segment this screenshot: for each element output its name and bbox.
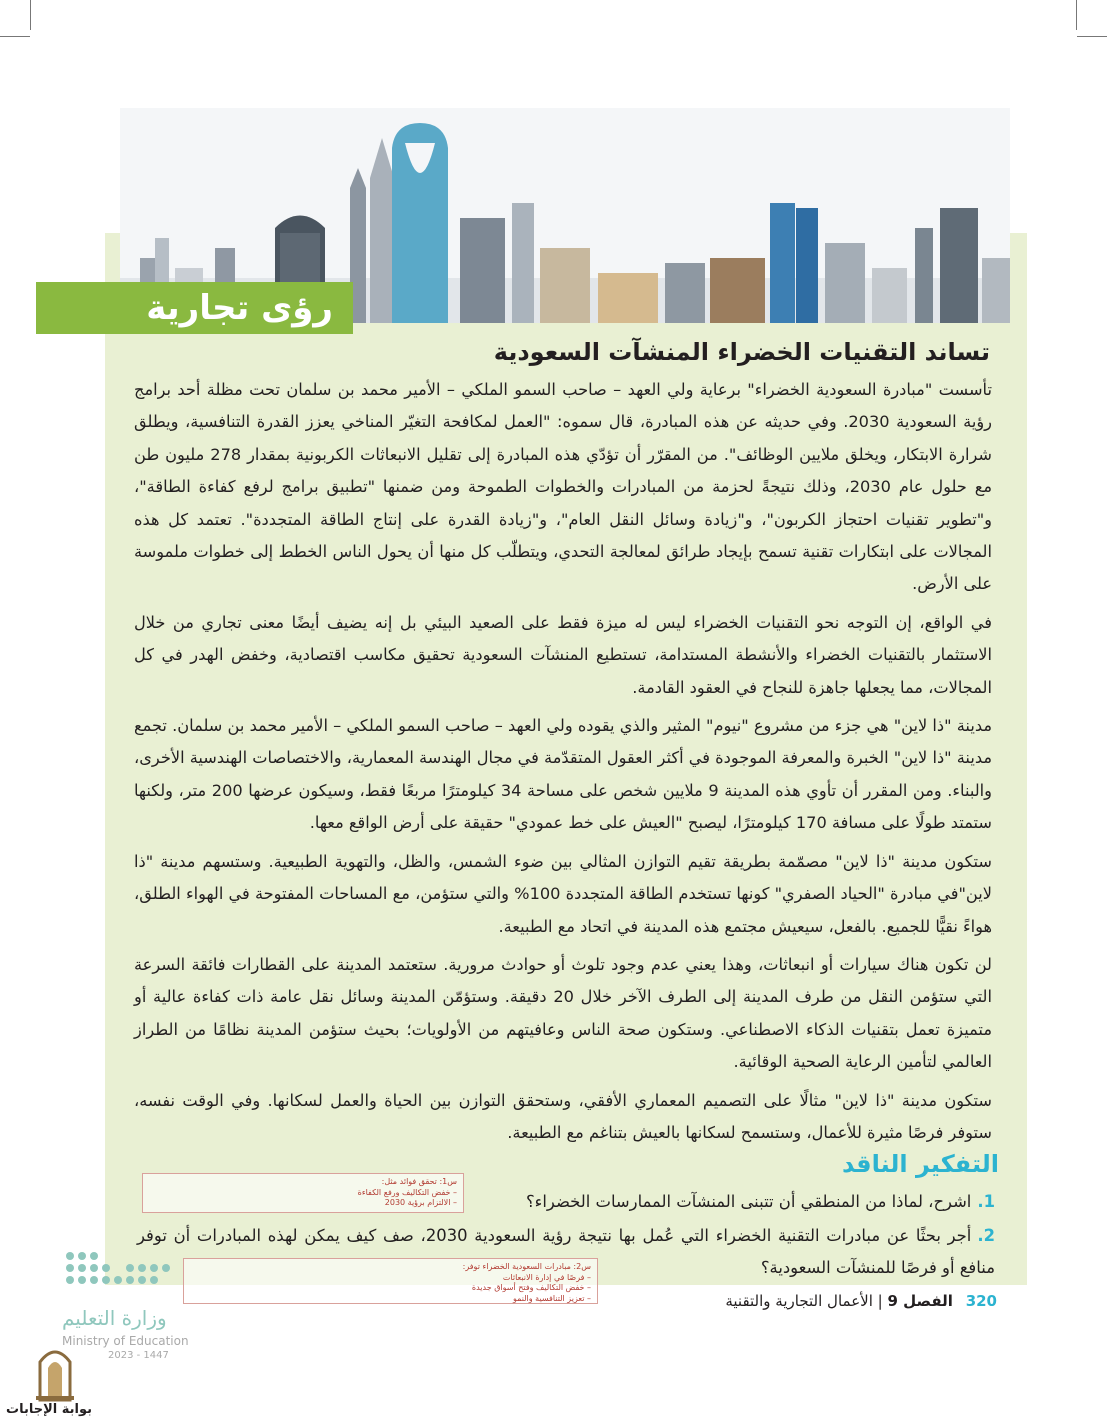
ministry-english: Ministry of Education [62,1334,189,1348]
paragraph: ستكون مدينة "ذا لاين" مصمّمة بطريقة تقيم التوازن المثالي بين ضوء الشمس، والظل، والتهوية الطبيعية. وستسهم مدينة "ذا لاين"في مبادرة "الحياد الصفري" كونها تستخدم الطاقة المتجددة 100% والتي ستؤمن، مع المساحات المفتوحة في الهواء الطلق، هواءً نقيًّا للجميع. بالفعل، سيعيش مجتمع هذه المدينة في اتحاد مع الطبيعة. [134,851,992,936]
paragraph: مدينة "ذا لاين" هي جزء من مشروع "نيوم" المثير والذي يقوده ولي العهد – صاحب السمو الملكي – الأمير محمد بن سلمان. تجمع مدينة "ذا لاين" الخبرة والمعرفة الموجودة في أكثر العقول المتقدّمة في مجال الهندسة المعمارية، والاختصاصات الهندسية الأخرى، والبناء. ومن المقرر أن تأوي هذه المدينة 9 ملايين شخص على مساحة 34 كيلومترًا مربعًا فقط، وسيكون عرضها 200 متر، ولكنها ستمتد طولًا على مسافة 170 كيلومترًا، ليصبح "العيش على خط عمودي" حقيقة على أرض الواقع معها. [134,716,992,833]
article-body [134,374,992,1155]
note-line: – فرصًا في إدارة الانبعاثات [502,1272,591,1282]
watermark-label: بوابة الإجابات [6,1402,92,1417]
question-text: اشرح، لماذا من المنطقي أن تتبنى المنشآت الممارسات الخضراء؟ [525,1192,972,1211]
page-footer [725,1292,997,1310]
banner-label: رؤى تجارية [146,288,333,328]
article-title: تساند التقنيات الخضراء المنشآت السعودية [493,338,990,366]
paragraph: لن تكون هناك سيارات أو انبعاثات، وهذا يعني عدم وجود تلوث أو حوادث مرورية. ستعتمد المدينة على القطارات فائقة السرعة التي ستؤمن النقل من طرف المدينة إلى الطرف الآخر خلال 20 دقيقة. وستؤمّن المدينة وسائل نقل عامة ذات كفاءة عالية أو متميزة تعمل بتقنيات الذكاء الاصطناعي. وستكون صحة الناس وعافيتهم من الأولويات؛ بحيث ستؤمن المدينة نظامًا من الطراز العالمي لتأمين الرعاية الصحية الوقائية. [134,954,992,1072]
ministry-dots-icon [60,1248,200,1303]
watermark-logo [0,1340,110,1427]
ministry-year: 2023 - 1447 [108,1350,169,1361]
page-number: 320 [965,1292,997,1310]
critical-thinking-heading: التفكير الناقد [842,1150,999,1178]
note-line: – خفض التكاليف ورفع الكفاءة [357,1187,457,1197]
note-line: – الالتزام برؤية 2030 [384,1198,457,1207]
crop-mark [0,36,30,67]
gate-icon [0,1340,110,1402]
footer-separator: | [877,1292,883,1310]
crop-mark [1077,36,1107,67]
subject-label: الأعمال التجارية والتقنية [725,1292,873,1310]
ministry-arabic: وزارة التعليم [62,1306,167,1330]
crop-mark [30,0,61,30]
crop-mark [1076,0,1107,30]
answer-note-1 [142,1173,464,1213]
paragraph: في الواقع، إن التوجه نحو التقنيات الخضراء ليس له ميزة فقط على الصعيد البيئي بل إنه يضيف أيضًا معنى تجاري من خلال الاستثمار بالتقنيات الخضراء والأنشطة المستدامة، تستطيع المنشآت السعودية تحقيق مكاسب اقتصادية، وخفض الهدر في كل المجالات، مما يجعلها جاهزة للنجاح في العقود القادمة. [134,612,992,697]
note-line: – تعزيز التنافسية والنمو [512,1293,591,1303]
chapter-label: الفصل 9 [887,1292,953,1310]
note-line: – خفض التكاليف وفتح أسواق جديدة [471,1283,591,1292]
note-line: س1: تحقق فوائد مثل: [381,1177,457,1186]
answer-note-2 [183,1258,598,1304]
note-line: س2: مبادرات السعودية الخضراء توفر: [462,1262,591,1271]
paragraph: ستكون مدينة "ذا لاين" مثالًا على التصميم المعماري الأفقي، وستحقق التوازن بين الحياة والعمل لسكانها. وفي الوقت نفسه، ستوفر فرصًا مثيرة للأعمال، وستسمح لسكانها بالعيش بتناغم مع الطبيعة. [134,1090,992,1142]
paragraph: تأسست "مبادرة السعودية الخضراء" برعاية ولي العهد – صاحب السمو الملكي – الأمير محمد بن سلمان تحت مظلة أحد برامج رؤية السعودية 2030. وفي حديثه عن هذه المبادرة، قال سموه: "العمل لمكافحة التغيّر المناخي يعزز القدرة التنافسية، ويطلق شرارة الابتكار، ويخلق ملايين الوظائف". من المقرّر أن تؤدّي هذه المبادرة إلى تقليل الانبعاثات الكربونية بمقدار 278 مليون طن مع حلول عام 2030، وذلك نتيجةً لحزمة من المبادرات والخطوات الطموحة ومن ضمنها "تطبيق برامج لرفع كفاءة الطاقة"، و"تطوير تقنيات احتجاز الكربون"، و"زيادة وسائل النقل العام"، و"زيادة القدرة على إنتاج الطاقة المتجددة". تعتمد كل هذه المجالات على ابتكارات تقنية تسمح بإيجاد طرائق لمعالجة التحدي، ويتطلّب كل منها أن يحول الناس الخطط إلى خطوات ملموسة على الأرض. [134,380,993,594]
question-number: 1. [977,1192,995,1211]
question-text: أجر بحثًا عن مبادرات التقنية الخضراء التي عُمل بها نتيجة رؤية السعودية 2030، صف كيف يمكن لهذه المبادرات أن توفر منافع أو فرصًا للمنشآت السعودية؟ [137,1226,995,1277]
question-number: 2. [977,1226,995,1245]
section-banner [36,282,353,334]
